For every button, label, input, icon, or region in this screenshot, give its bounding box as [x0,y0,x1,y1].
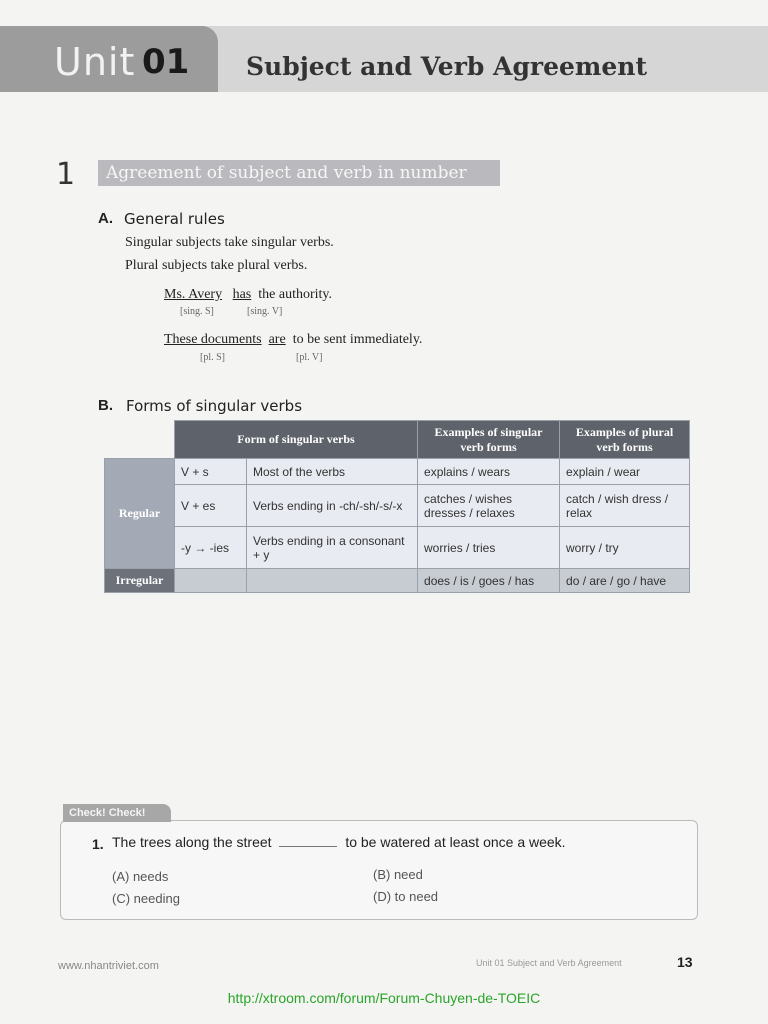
row-singular: worries / tries [418,527,560,569]
header-plural: Examples of plural verb forms [560,421,690,459]
unit-number: 01 [142,42,190,82]
watermark-link[interactable]: http://xtroom.com/forum/Forum-Chuyen-de-TOEIC [227,990,541,1006]
footer-url: www.nhantriviet.com [58,960,159,972]
row-description: Verbs ending in -ch/-sh/-s/-x [247,485,418,527]
option-d[interactable]: (D) to need [373,889,439,904]
row-plural: explain / wear [560,459,690,485]
singular-verb-forms-table [104,420,690,593]
row-singular: explains / wears [418,459,560,485]
example-2-rest: to be sent immediately. [292,332,423,347]
row-singular: catches / wishes dresses / relaxes [418,485,560,527]
row-form: V + es [175,485,247,527]
section-number: 1 [56,157,76,192]
row-plural: worry / try [560,527,690,569]
check-tab: Check! Check! [63,804,171,822]
page-number: 13 [677,954,693,970]
subsection-b-letter: B. [98,397,113,414]
table-row [105,527,690,569]
chapter-title: Subject and Verb Agreement [246,52,648,81]
row-description: Verbs ending in a consonant + y [247,527,418,569]
question-text [112,834,566,850]
row-form: -y → -ies [175,527,247,569]
example-1-rest: the authority. [258,287,332,302]
table-row [105,459,690,485]
footer-unit: Unit 01 Subject and Verb Agreement [476,958,622,968]
irregular-plural: do / are / go / have [560,569,690,593]
unit-label: Unit [54,40,136,84]
irregular-singular: does / is / goes / has [418,569,560,593]
example-1-verb-tag: [sing. V] [247,306,283,317]
table-row-irregular [105,569,690,593]
question-after: to be watered at least once a week. [345,834,566,850]
option-c[interactable]: (C) needing [112,891,180,906]
example-2-subject: These documents [164,332,262,347]
example-2-verb-tag: [pl. V] [296,352,323,363]
rule-plural: Plural subjects take plural verbs. [125,258,308,273]
irregular-form-empty [175,569,247,593]
question-number: 1. [92,836,104,852]
example-2-subject-tag: [pl. S] [200,352,225,363]
option-a[interactable]: (A) needs [112,869,169,884]
subsection-a-letter: A. [98,210,113,227]
question-before: The trees along the street [112,834,272,850]
example-1-subject: Ms. Avery [164,287,223,302]
example-2-verb: are [268,332,286,347]
table-row [105,485,690,527]
table-corner [105,421,175,459]
header-form: Form of singular verbs [175,421,418,459]
example-2 [164,332,422,348]
subsection-b-title: Forms of singular verbs [126,397,303,415]
option-b[interactable]: (B) need [373,867,423,882]
category-regular: Regular [105,459,175,569]
row-plural: catch / wish dress / relax [560,485,690,527]
row-form: V + s [175,459,247,485]
rule-singular: Singular subjects take singular verbs. [125,235,334,250]
answer-blank [279,846,337,847]
section-title: Agreement of subject and verb in number [98,160,500,186]
example-1-verb: has [232,287,252,302]
category-irregular: Irregular [105,569,175,593]
example-1 [164,287,332,303]
subsection-a-title: General rules [124,210,225,228]
row-description: Most of the verbs [247,459,418,485]
example-1-subject-tag: [sing. S] [180,306,214,317]
irregular-desc-empty [247,569,418,593]
header-singular: Examples of singular verb forms [418,421,560,459]
table-header-row [105,421,690,459]
